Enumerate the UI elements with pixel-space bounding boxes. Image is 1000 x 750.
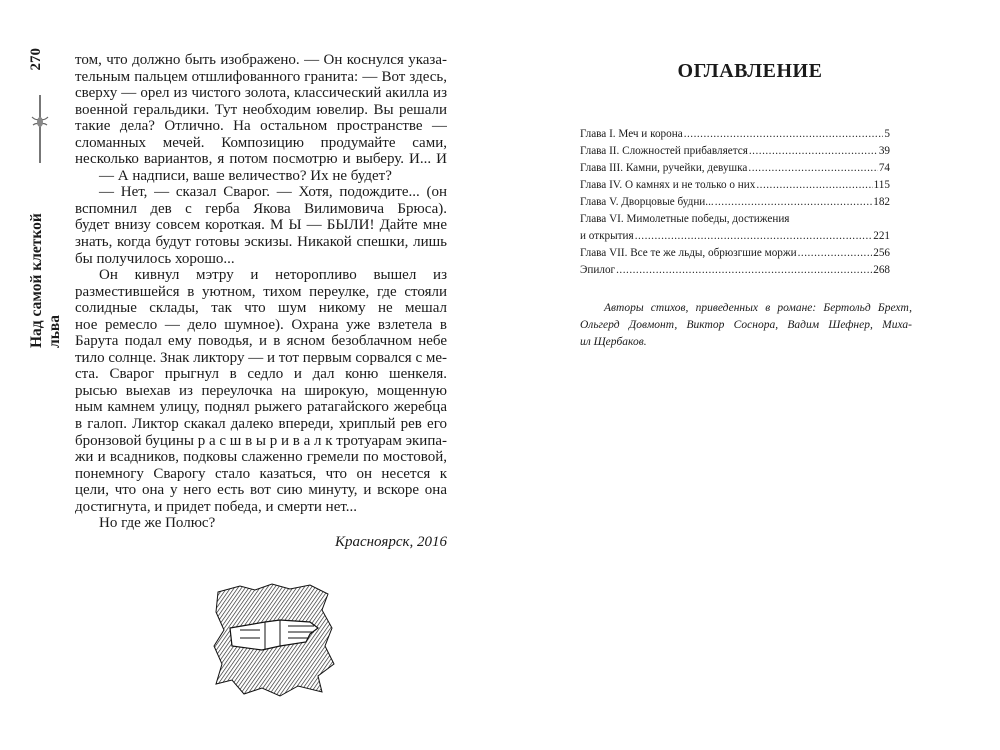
- text-line: вспомнил дев с герба Якова Вилимовича Брюса).: [75, 200, 447, 217]
- text-line: знать, когда будут готовы эскизы. Никакой спешки, лишь: [75, 234, 447, 251]
- dot-leader: [635, 228, 873, 245]
- chapter-text: [75, 52, 447, 550]
- text-line: жи и всадников, подковы слаженно гремели по мостовой,: [75, 449, 447, 466]
- dot-leader: [798, 245, 873, 262]
- text-line: ным камнем улицу, поднял рыжего ратагайского жеребца: [75, 399, 447, 416]
- note-line: ил Щербаков.: [580, 336, 647, 348]
- text-line: сломанных мечей. Композицию продумайте сами,: [75, 134, 447, 151]
- running-title: Над самой клеткой льва: [28, 213, 63, 348]
- toc-entry[interactable]: [580, 194, 890, 211]
- toc-entry[interactable]: [580, 228, 890, 245]
- toc-entry-title: Глава III. Камни, ручейки, девушка: [580, 162, 748, 174]
- toc-entry[interactable]: [580, 143, 890, 160]
- toc-title: ОГЛАВЛЕНИЕ: [677, 60, 823, 82]
- text-line: сверху — орел из чистого золота, классический акилла из: [75, 85, 447, 102]
- dot-leader: [756, 177, 872, 194]
- text-line: будет внизу совсем короткая. М Ы — БЫЛИ! Дайте мне: [75, 217, 447, 234]
- toc-page-number: 182: [873, 196, 890, 208]
- toc-entry-title: Эпилог: [580, 264, 616, 276]
- table-of-contents: [580, 126, 890, 279]
- text-line: — Нет, — сказал Сварог. — Хотя, подождите... (он: [99, 184, 447, 201]
- text-line: разместившейся в уютном, тихом переулке, где стояли: [75, 283, 447, 300]
- toc-entry[interactable]: [580, 160, 890, 177]
- gauntlet-illustration: [210, 580, 340, 700]
- toc-entry-title: Глава IV. О камнях и не только о них: [580, 179, 756, 191]
- text-line: военной геральдики. Тут необходим ювелир. Вы решали: [75, 101, 447, 118]
- right-page: [500, 0, 1000, 750]
- toc-page-number: 221: [873, 230, 890, 242]
- dot-leader: [748, 160, 877, 177]
- sword-icon: [30, 95, 50, 165]
- toc-entry-title: Глава I. Меч и корона: [580, 128, 683, 140]
- dot-leader: [749, 143, 878, 160]
- toc-page-number: 256: [873, 247, 890, 259]
- text-line: бронзовой буцины р а с ш в ы р и в а л к тротуарам экипа-: [75, 432, 447, 449]
- toc-page-number: 5: [884, 128, 890, 140]
- text-line: достигнута, и придет победа, и смерти нет...: [75, 498, 358, 515]
- toc-page-number: 115: [873, 179, 890, 191]
- toc-entry[interactable]: [580, 262, 890, 279]
- toc-page-number: 74: [878, 162, 890, 174]
- note-line: Авторы стихов, приведенных в романе: Бертольд Брехт,: [604, 302, 912, 314]
- text-line: в галоп. Ликтор скакал далеко впереди, хриплый рев его: [75, 416, 447, 433]
- dot-leader: [616, 262, 872, 279]
- text-line: Барута подал ему поводья, и в ясном безоблачном небе: [75, 333, 447, 350]
- toc-entry-title: Глава II. Сложностей прибавляется: [580, 145, 748, 157]
- note-line: Ольгерд Довмонт, Виктор Соснора, Вадим Шефнер, Миха-: [580, 319, 912, 331]
- text-line: понемногу Сварогу стало казаться, что он несется к: [75, 465, 447, 482]
- text-line: тило солнце. Знак ликтору — и тот первым сорвался с ме-: [75, 349, 447, 366]
- toc-entry-title: и открытия: [580, 230, 634, 242]
- toc-entry-title: Глава V. Дворцовые будни...: [580, 196, 714, 208]
- text-line: Он кивнул мэтру и неторопливо вышел из: [99, 267, 447, 284]
- text-line: — А надписи, ваше величество? Их не будет?: [99, 167, 392, 184]
- toc-page-number: 39: [878, 145, 890, 157]
- toc-entry[interactable]: [580, 126, 890, 143]
- text-line: Но где же Полюс?: [99, 515, 216, 532]
- place-date-signature: Красноярск, 2016: [334, 533, 447, 550]
- text-line: ное ремесло — дело шумное). Охрана уже взлетела в: [75, 316, 447, 333]
- dot-leader: [715, 194, 873, 211]
- toc-page-number: 268: [873, 264, 890, 276]
- text-line: бы получилось хорошо...: [75, 250, 235, 267]
- poem-authors-note: [580, 300, 912, 351]
- dot-leader: [684, 126, 884, 143]
- text-line: цели, что она у него есть вот сию минуту, и вскоре она: [75, 482, 447, 499]
- text-line: несколько вариантов, я потом посмотрю и выберу. И... И: [75, 151, 447, 168]
- text-line: такие дела? Отлично. На остальном пространстве —: [75, 118, 447, 135]
- text-line: ста. Сварог прыгнул в седло и дал коню шенкеля.: [75, 366, 447, 383]
- toc-entry-title: Глава VI. Мимолетные победы, достижения: [580, 213, 790, 225]
- toc-entry-title: Глава VII. Все те же льды, обрюзгшие моржи: [580, 247, 797, 259]
- text-line: рысью выехав из переулочка на широкую, мощенную: [75, 382, 447, 399]
- page-number: 270: [28, 48, 44, 71]
- text-line: солидные склады, так что шум никому не мешал: [75, 300, 447, 317]
- toc-entry[interactable]: [580, 245, 890, 262]
- toc-entry[interactable]: [580, 177, 890, 194]
- text-line: тельным пальцем отшлифованного гранита: — Вот здесь,: [75, 68, 447, 85]
- text-line: том, что должно быть изображено. — Он коснулся указа-: [75, 52, 447, 68]
